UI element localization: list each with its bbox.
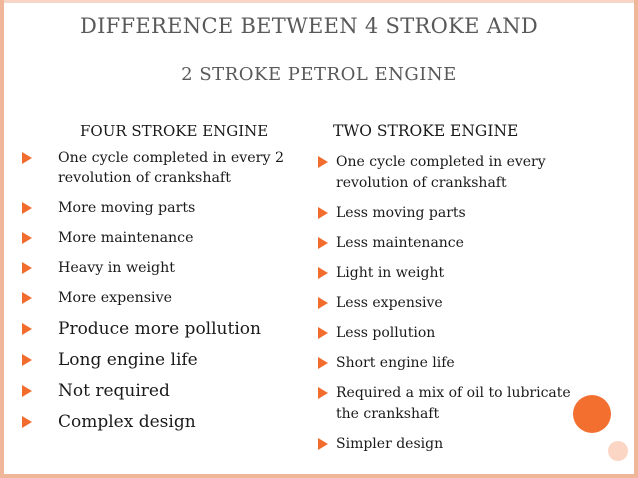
list-item-text: More maintenance — [58, 230, 194, 246]
list-item-text: Heavy in weight — [58, 260, 175, 276]
slide-frame-bottom — [0, 474, 638, 478]
list-item — [316, 152, 586, 194]
arrow-bullet-icon — [22, 152, 32, 164]
list-item — [22, 288, 292, 308]
two-stroke-heading: TWO STROKE ENGINE — [333, 122, 519, 140]
list-item-text: Long engine life — [58, 350, 198, 370]
list-item — [22, 380, 292, 402]
arrow-bullet-icon — [318, 237, 328, 249]
arrow-bullet-icon — [22, 416, 32, 428]
arrow-bullet-icon — [22, 232, 32, 244]
four-stroke-heading: FOUR STROKE ENGINE — [80, 122, 269, 140]
four-stroke-list — [22, 148, 292, 442]
arrow-bullet-icon — [22, 262, 32, 274]
arrow-bullet-icon — [22, 292, 32, 304]
two-stroke-list — [316, 152, 586, 464]
list-item — [22, 148, 292, 188]
decorative-orange-circle — [573, 395, 611, 433]
list-item-text: More moving parts — [58, 200, 196, 216]
arrow-bullet-icon — [318, 357, 328, 369]
slide-frame-top — [0, 0, 638, 3]
list-item — [316, 233, 586, 254]
list-item — [316, 263, 586, 284]
list-item-text: Produce more pollution — [58, 319, 261, 339]
list-item — [22, 318, 292, 340]
list-item — [316, 434, 586, 455]
decorative-peach-circle — [608, 441, 628, 461]
list-item — [316, 293, 586, 314]
list-item-text: Not required — [58, 381, 170, 401]
list-item-text: Light in weight — [336, 265, 445, 281]
list-item-text: Less moving parts — [336, 205, 466, 221]
arrow-bullet-icon — [318, 207, 328, 219]
list-item — [316, 383, 586, 425]
slide-title-line1: DIFFERENCE BETWEEN 4 STROKE AND — [79, 14, 539, 38]
arrow-bullet-icon — [318, 327, 328, 339]
arrow-bullet-icon — [318, 438, 328, 450]
list-item-text: Less expensive — [336, 295, 443, 311]
list-item-text: Less pollution — [336, 325, 436, 341]
arrow-bullet-icon — [22, 354, 32, 366]
list-item — [316, 203, 586, 224]
arrow-bullet-icon — [318, 387, 328, 399]
list-item — [22, 228, 292, 248]
list-item — [22, 198, 292, 218]
arrow-bullet-icon — [22, 202, 32, 214]
arrow-bullet-icon — [22, 323, 32, 335]
list-item-text: Required a mix of oil to lubricate the crankshaft — [336, 385, 571, 422]
list-item-text: Simpler design — [336, 436, 444, 452]
list-item — [316, 353, 586, 374]
list-item-text: Short engine life — [336, 355, 455, 371]
slide-title-line2: 2 STROKE PETROL ENGINE — [181, 64, 457, 85]
list-item — [22, 349, 292, 371]
list-item-text: Less maintenance — [336, 235, 464, 251]
list-item — [22, 258, 292, 278]
arrow-bullet-icon — [318, 267, 328, 279]
list-item — [316, 323, 586, 344]
arrow-bullet-icon — [318, 297, 328, 309]
list-item-text: One cycle completed in every revolution of crankshaft — [336, 154, 546, 191]
list-item-text: Complex design — [58, 412, 196, 432]
arrow-bullet-icon — [22, 385, 32, 397]
list-item-text: One cycle completed in every 2 revolution of crankshaft — [58, 150, 284, 186]
list-item-text: More expensive — [58, 290, 172, 306]
list-item — [22, 411, 292, 433]
arrow-bullet-icon — [318, 156, 328, 168]
